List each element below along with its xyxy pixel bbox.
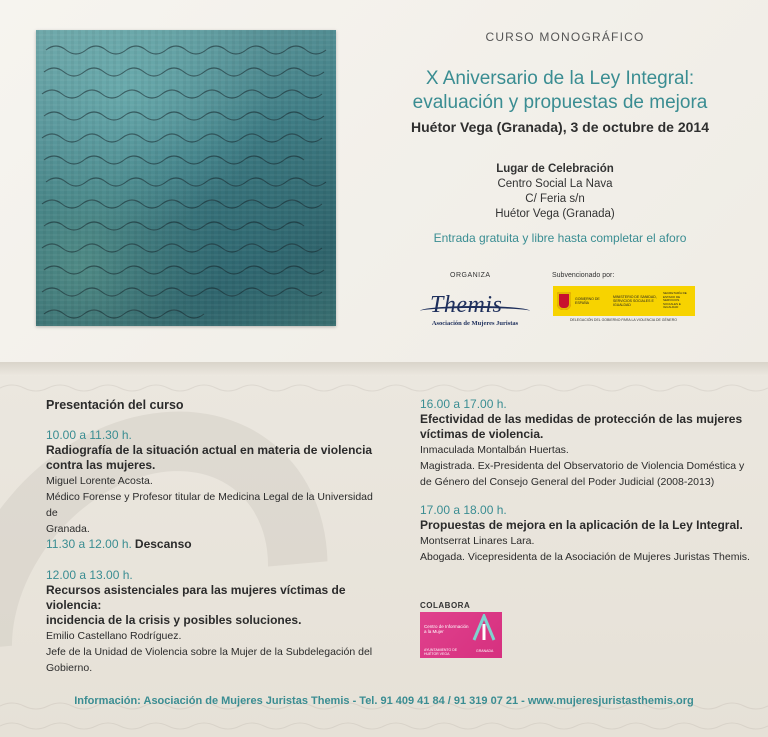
break-row	[46, 537, 386, 553]
gov-ministry: MINISTERIO DE SANIDAD, SERVICIOS SOCIALES E IGUALDAD	[613, 295, 657, 307]
session-3-title-1: Efectividad de las medidas de protección de las mujeres	[420, 412, 743, 426]
session-2-speaker: Emilio Castellano Rodríguez.	[46, 630, 182, 642]
session-3-role-2: de Género del Consejo General del Poder Judicial (2008-2013)	[420, 476, 715, 488]
session-3-time: 16.00 a 17.00 h.	[420, 397, 507, 411]
course-type-label: CURSO MONOGRÁFICO	[485, 30, 645, 44]
cim-town: AYUNTAMIENTO DE HUÉTOR VEGA	[424, 648, 458, 656]
session-1-role-1: Médico Forense y Profesor titular de Medicina Legal de la Universidad de	[46, 491, 373, 519]
info-footer: Información: Asociación de Mujeres Juristas Themis - Tel. 91 409 41 84 / 91 319 07 21 - www.mujeresjuristasthemis.org	[74, 695, 694, 707]
session-4-time: 17.00 a 18.00 h.	[420, 503, 507, 517]
event-date-place: Huétor Vega (Granada), 3 de octubre de 2014	[411, 119, 709, 135]
cim-logo	[420, 612, 502, 658]
subvencionado-label: Subvencionado por:	[552, 272, 615, 279]
venue-line-1: Centro Social La Nava	[497, 178, 613, 190]
break-label: Descanso	[134, 537, 192, 551]
break-time: 11.30 a 12.00 h.	[46, 537, 132, 551]
event-title-line-2: evaluación y propuestas de mejora	[412, 92, 708, 113]
session-1-title-2: contra las mujeres.	[46, 458, 156, 472]
session-3	[420, 397, 755, 490]
presentation-label: Presentación del curso	[46, 398, 184, 412]
session-4-speaker: Montserrat Linares Lara.	[420, 535, 535, 547]
gov-label: GOBIERNO DE ESPAÑA	[575, 297, 600, 305]
gov-secretaria: SECRETARÍA DE ESTADO DE SERVICIOS SOCIALES E IGUALDAD	[663, 291, 687, 310]
session-3-title-2: víctimas de violencia.	[420, 427, 544, 441]
fold-divider	[0, 362, 768, 376]
session-2-title-1: Recursos asistenciales para las mujeres víctimas de violencia:	[46, 583, 346, 612]
gov-delegacion: DELEGACIÓN DEL GOBIERNO PARA LA VIOLENCIA DE GÉNERO	[570, 318, 677, 322]
session-2-title-2: incidencia de la crisis y posibles soluciones.	[46, 613, 302, 627]
session-1	[46, 428, 386, 537]
venue-line-2: C/ Feria s/n	[525, 193, 585, 205]
session-2-role-2: Gobierno.	[46, 662, 93, 674]
session-2-role-1: Jefe de la Unidad de Violencia sobre la Mujer de la Subdelegación del	[46, 646, 373, 658]
session-1-role-2: Granada.	[46, 523, 90, 535]
handwritten-letter-image	[36, 30, 336, 326]
venue-heading: Lugar de Celebración	[496, 163, 614, 175]
session-4	[420, 503, 760, 565]
session-1-title-1: Radiografía de la situación actual en materia de violencia	[46, 443, 373, 457]
session-1-speaker: Miguel Lorente Acosta.	[46, 475, 153, 487]
venue-block	[440, 162, 670, 222]
session-2	[46, 568, 391, 676]
themis-logo	[410, 290, 540, 332]
session-4-title-1: Propuestas de mejora en la aplicación de la Ley Integral.	[420, 518, 743, 532]
organiza-label: ORGANIZA	[450, 272, 491, 279]
government-logo	[553, 286, 695, 316]
session-4-role-1: Abogada. Vicepresidenta de la Asociación de Mujeres Juristas Themis.	[420, 551, 750, 563]
cim-region: GRANADA	[476, 649, 494, 653]
venue-line-3: Huétor Vega (Granada)	[495, 208, 615, 220]
session-3-role-1: Magistrada. Ex-Presidenta del Observatorio de Violencia Doméstica y	[420, 460, 745, 472]
spain-coat-of-arms-icon	[557, 292, 571, 310]
event-title-line-1: X Aniversario de la Ley Integral:	[425, 68, 695, 89]
session-3-speaker: Inmaculada Montalbán Huertas.	[420, 444, 569, 456]
themis-logo-word: Themis	[430, 292, 503, 318]
session-1-time: 10.00 a 11.30 h.	[46, 428, 132, 442]
entry-note: Entrada gratuita y libre hasta completar el aforo	[433, 231, 687, 245]
cim-text: Centro de Información a la Mujer	[424, 624, 469, 634]
cim-mark-icon	[472, 614, 496, 642]
themis-logo-subtitle: Asociación de Mujeres Juristas	[431, 320, 519, 327]
session-2-time: 12.00 a 13.00 h.	[46, 568, 133, 582]
colabora-label: COLABORA	[420, 601, 471, 610]
